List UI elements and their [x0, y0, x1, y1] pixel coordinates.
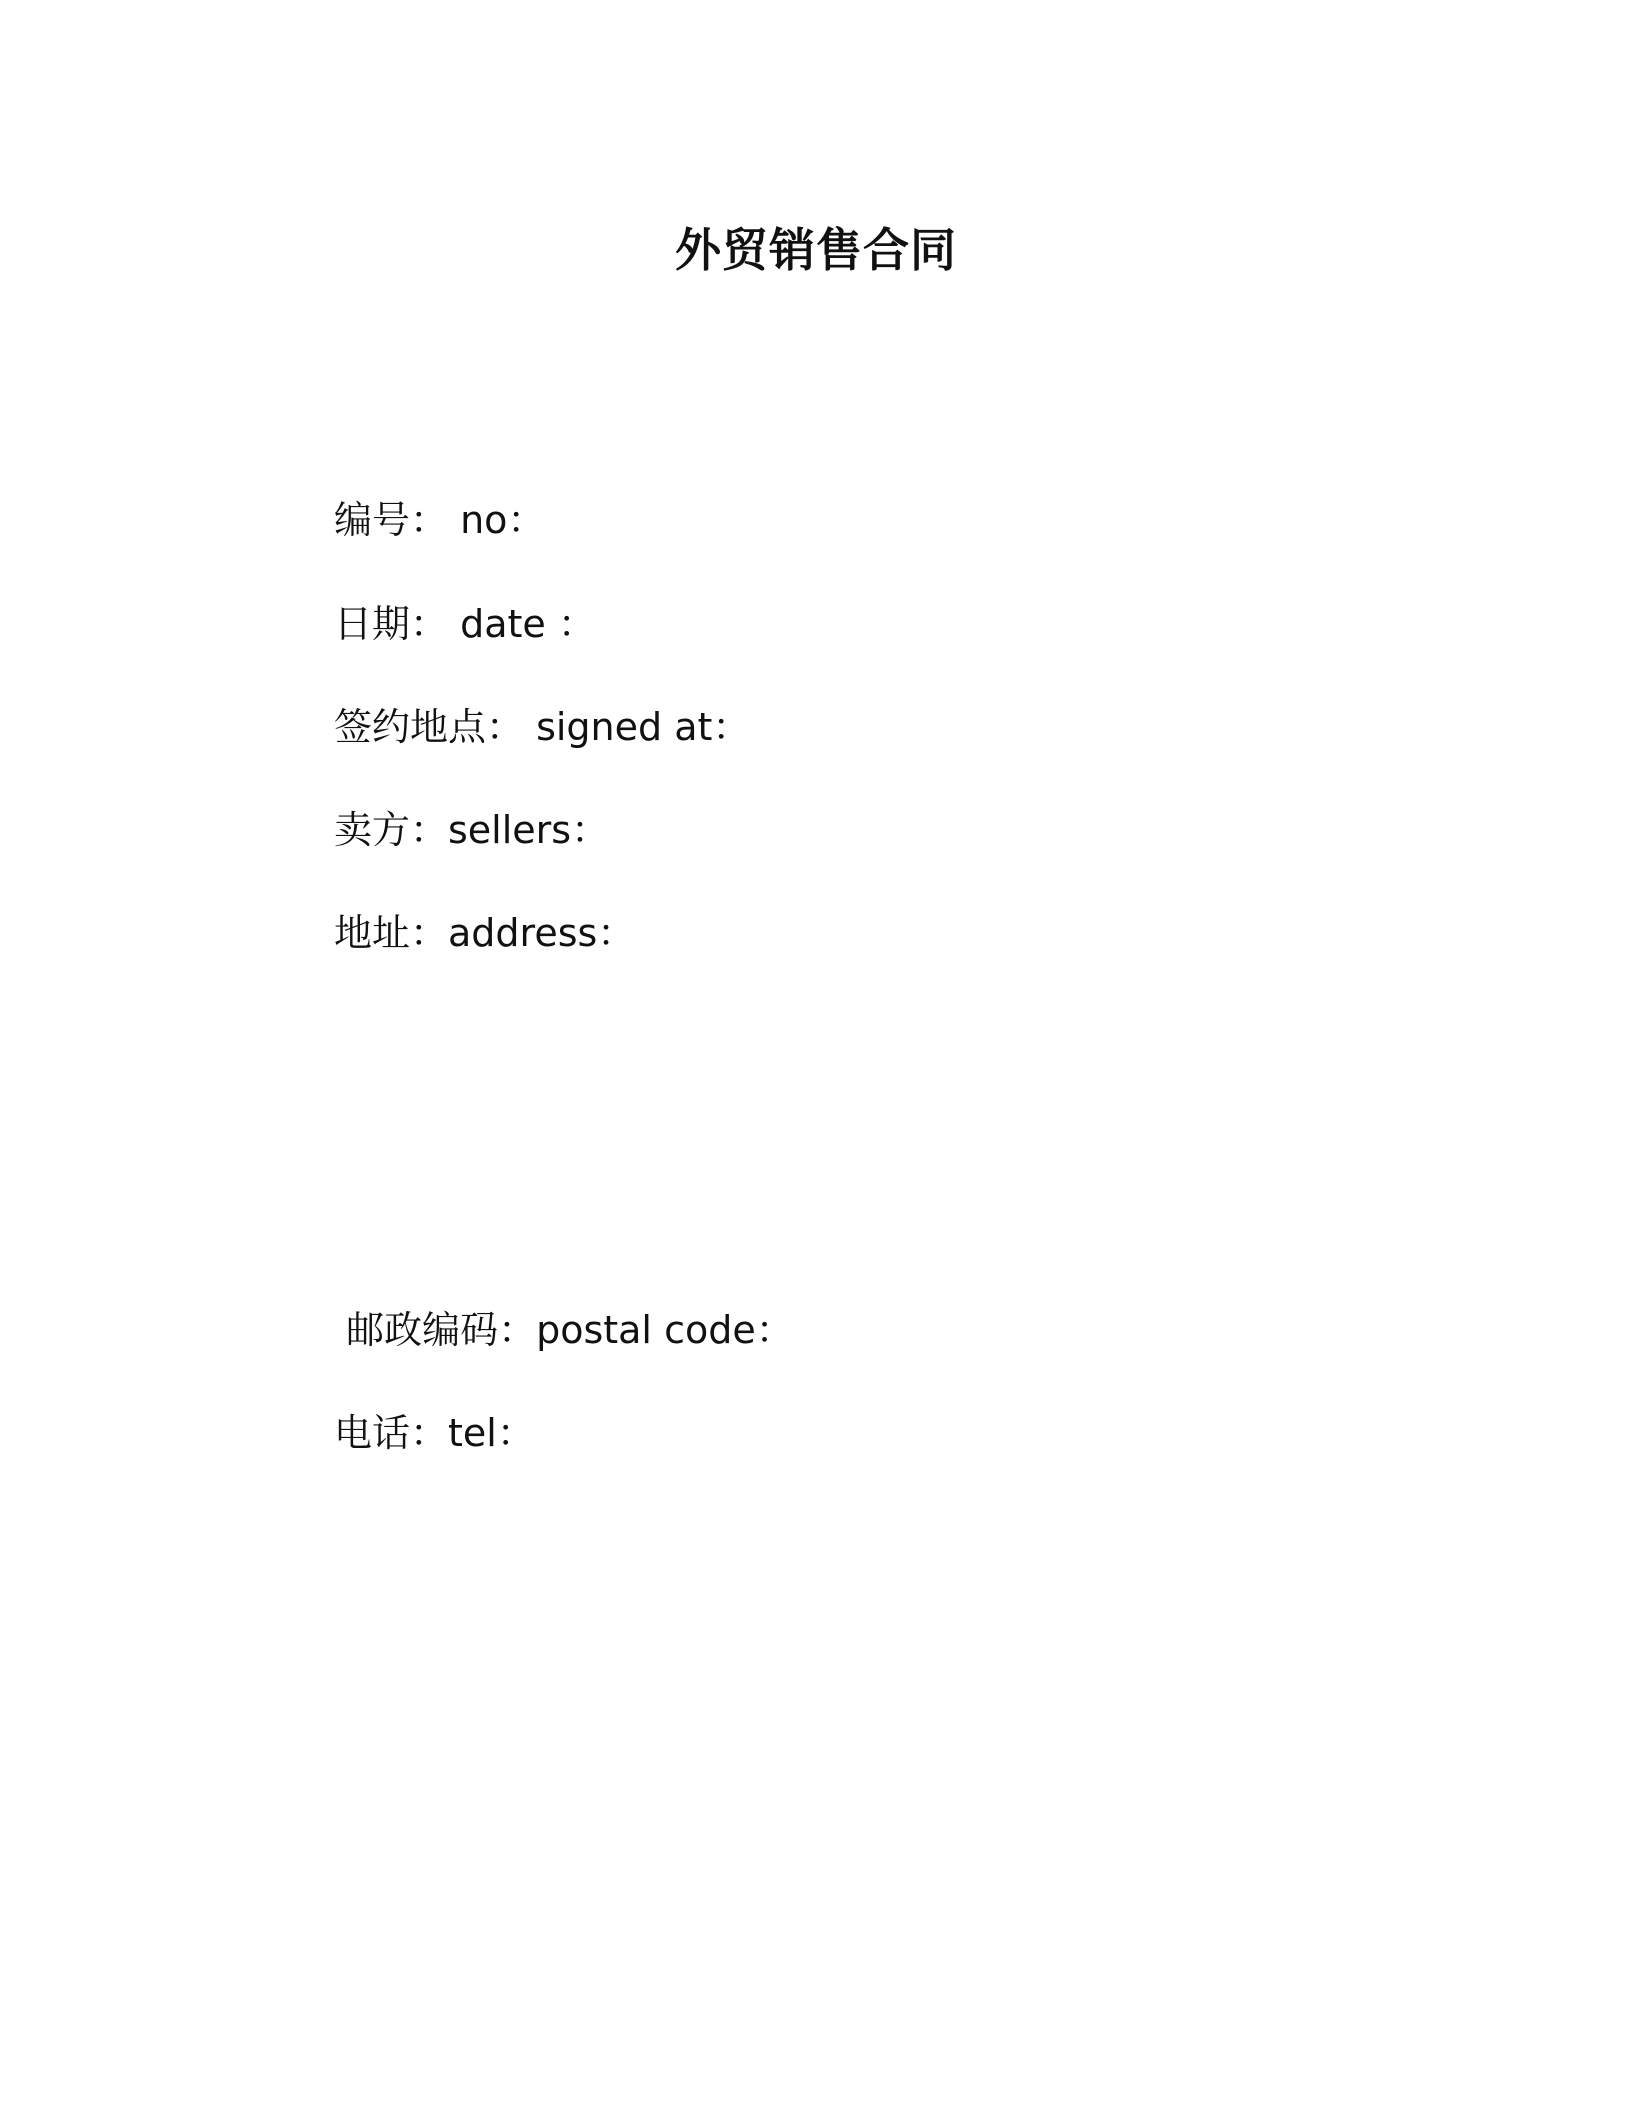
field-sellers: 卖方：sellers：: [334, 808, 610, 852]
field-signed-at: 签约地点： signed at：: [334, 705, 751, 749]
field-number: 编号： no：: [334, 498, 546, 542]
field-date: 日期： date ：: [334, 602, 596, 646]
field-address: 地址：address：: [334, 911, 636, 955]
contract-title: 外贸销售合同: [675, 223, 957, 277]
field-tel: 电话：tel：: [334, 1411, 535, 1455]
field-postal-code: 邮政编码：postal code：: [334, 1308, 794, 1352]
